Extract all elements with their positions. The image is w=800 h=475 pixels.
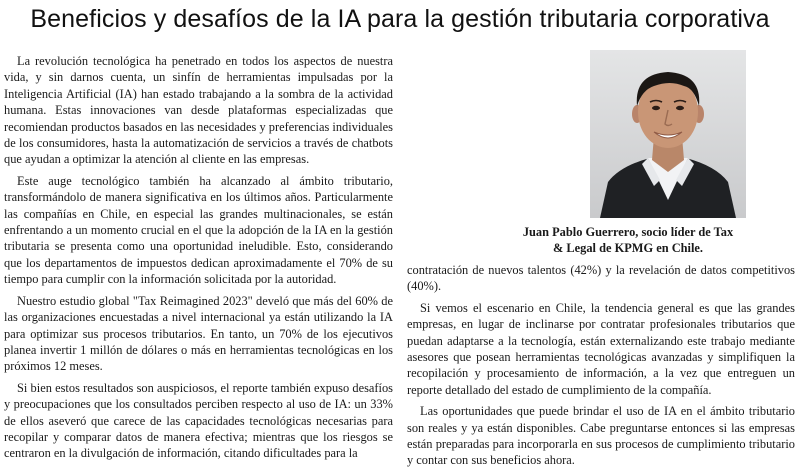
article-paragraph: contratación de nuevos talentos (42%) y la revelación de datos competitivos (40%). bbox=[407, 263, 795, 294]
article-paragraph: Si vemos el escenario en Chile, la tendencia general es que las grandes empresas, en lugar de inclinarse por contratar profesionales tributarios que puedan adaptarse a la tecnología, están externalizando este trabajo mediante asesores que posean herramientas tecnológicas avanzadas y simplifiquen la recopilación y procesamiento de información, a la vez que entreguen un reporte detallado del estado de cumplimiento de la compañía. bbox=[407, 300, 795, 397]
article-paragraph: Este auge tecnológico también ha alcanzado al ámbito tributario, transformándolo de manera significativa en los últimos años. Particularmente las compañías en Chile, en especial las grandes multinacionales, se están enfrentando a un momento crucial en el que la adopción de la IA en la gestión tributaria se presenta como una oportunidad ineludible. Esto, considerando que los departamentos de impuestos dedican aproximadamente el 70% de su tiempo para cumplir con la información solicitada por la autoridad. bbox=[4, 173, 393, 287]
article-paragraph: Si bien estos resultados son auspiciosos, el reporte también expuso desafíos y preocupaciones que los consultados perciben respecto al uso de IA: un 33% de ellos aseveró que carece de las capacidades tecnológicas necesarias para recopilar y comparar datos de manera efectiva; mientras que los riesgos se centraron en la divulgación de información, citando dificultades para la bbox=[4, 380, 393, 461]
article-paragraph: Las oportunidades que puede brindar el uso de IA en el ámbito tributario son reales y ya están disponibles. Cabe preguntarse entonces si las empresas están preparadas para incorporarla en sus procesos de cumplimiento tributario y contar con sus beneficios ahora. bbox=[407, 404, 795, 468]
article-paragraph: Nuestro estudio global "Tax Reimagined 2023" develó que más del 60% de las organizaciones encuestadas a nivel internacional ya están utilizando la IA para optimizar sus procesos tributarios. En tanto, un 70% de los ejecutivos planea invertir 1 millón de dólares o más en herramientas tecnológicas en los próximos 12 meses. bbox=[4, 293, 393, 374]
portrait-illustration bbox=[590, 50, 746, 218]
article-left-column bbox=[4, 53, 393, 467]
author-portrait bbox=[590, 50, 746, 218]
article-right-column bbox=[407, 262, 795, 474]
caption-line: & Legal de KPMG en Chile. bbox=[552, 241, 704, 255]
article-paragraph: La revolución tecnológica ha penetrado en todos los aspectos de nuestra vida, y sin darnos cuenta, un sinfín de herramientas impulsadas por la Inteligencia Artificial (IA) han estado trabajando a la sombra de la actividad humana. Estas innovaciones van desde plataformas especializadas que recomiendan productos basados en las necesidades y preferencias individuales de los consumidores, hasta la automatización de servicios a través de chatbots que ayudan a optimizar la atención al cliente en las empresas. bbox=[4, 54, 393, 167]
caption-line: Juan Pablo Guerrero, socio líder de Tax bbox=[522, 225, 734, 239]
photo-caption bbox=[470, 224, 786, 256]
article-headline: Beneficios y desafíos de la IA para la gestión tributaria corporativa bbox=[30, 5, 770, 33]
